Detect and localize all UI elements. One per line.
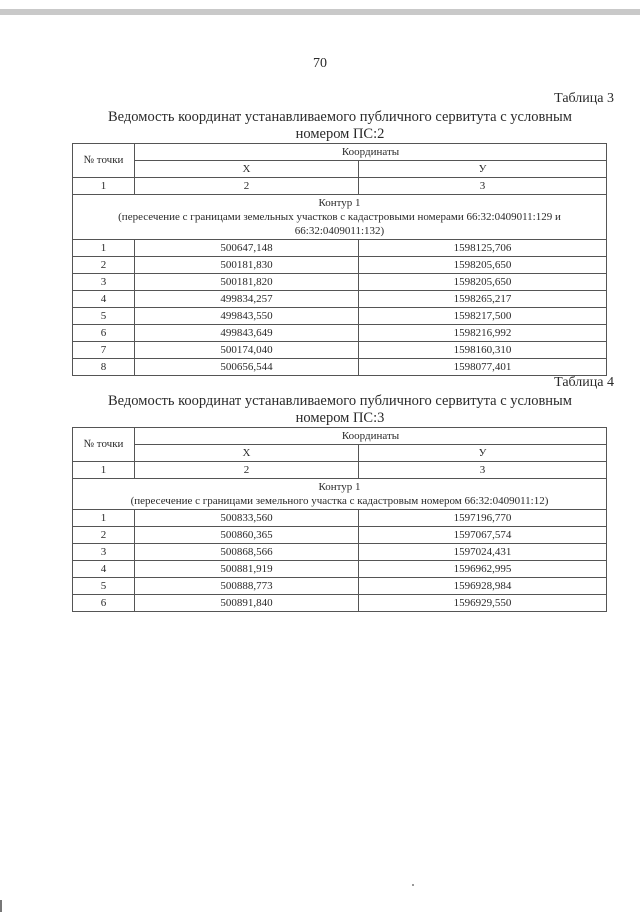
y-coordinate-cell: 1596928,984 xyxy=(359,578,607,595)
table-row xyxy=(73,595,607,612)
y-coordinate-cell: 1598265,217 xyxy=(359,291,607,308)
x-coordinate-cell: 500647,148 xyxy=(135,240,359,257)
point-number-cell: 3 xyxy=(73,544,135,561)
table-row xyxy=(73,544,607,561)
header-x: X xyxy=(135,161,359,178)
x-coordinate-cell: 500181,830 xyxy=(135,257,359,274)
y-coordinate-cell: 1597024,431 xyxy=(359,544,607,561)
column-number-3: 3 xyxy=(359,462,607,479)
scan-edge-mark xyxy=(0,900,2,912)
point-number-cell: 4 xyxy=(73,291,135,308)
table-row xyxy=(73,291,607,308)
table-4-title-line1: Ведомость координат устанавливаемого публичного сервитута с условным xyxy=(108,393,572,409)
contour-cell xyxy=(73,479,607,510)
header-y: У xyxy=(359,445,607,462)
x-coordinate-cell: 500174,040 xyxy=(135,342,359,359)
header-point-no: № точки xyxy=(73,428,135,462)
point-number-cell: 5 xyxy=(73,578,135,595)
y-coordinate-cell: 1598205,650 xyxy=(359,274,607,291)
table-4-label: Таблица 4 xyxy=(554,375,614,390)
x-coordinate-cell: 500181,820 xyxy=(135,274,359,291)
table-4-contour-row xyxy=(73,479,607,510)
header-x: X xyxy=(135,445,359,462)
y-coordinate-cell: 1598216,992 xyxy=(359,325,607,342)
header-point-no: № точки xyxy=(73,144,135,178)
point-number-cell: 3 xyxy=(73,274,135,291)
table-3-header-row xyxy=(73,144,607,161)
table-4-header-row xyxy=(73,428,607,445)
table-3-title xyxy=(70,109,610,143)
point-number-cell: 5 xyxy=(73,308,135,325)
top-border-bar xyxy=(0,9,640,15)
table-row xyxy=(73,240,607,257)
y-coordinate-cell: 1597196,770 xyxy=(359,510,607,527)
header-coordinates: Координаты xyxy=(135,428,607,445)
x-coordinate-cell: 500868,566 xyxy=(135,544,359,561)
header-coordinates: Координаты xyxy=(135,144,607,161)
contour-cell xyxy=(73,195,607,240)
column-number-1: 1 xyxy=(73,178,135,195)
table-row xyxy=(73,308,607,325)
table-row xyxy=(73,359,607,376)
y-coordinate-cell: 1597067,574 xyxy=(359,527,607,544)
point-number-cell: 4 xyxy=(73,561,135,578)
page-number: 70 xyxy=(313,56,327,71)
table-row xyxy=(73,342,607,359)
point-number-cell: 6 xyxy=(73,595,135,612)
header-y: У xyxy=(359,161,607,178)
point-number-cell: 1 xyxy=(73,240,135,257)
y-coordinate-cell: 1598217,500 xyxy=(359,308,607,325)
y-coordinate-cell: 1596962,995 xyxy=(359,561,607,578)
table-4-column-numbers-row xyxy=(73,462,607,479)
table-4-title-line2: номером ПС:3 xyxy=(295,410,385,426)
table-row xyxy=(73,578,607,595)
x-coordinate-cell: 500656,544 xyxy=(135,359,359,376)
table-3-column-numbers-row xyxy=(73,178,607,195)
point-number-cell: 7 xyxy=(73,342,135,359)
x-coordinate-cell: 500891,840 xyxy=(135,595,359,612)
column-number-1: 1 xyxy=(73,462,135,479)
table-3-title-line2: номером ПС:2 xyxy=(295,126,385,142)
point-number-cell: 6 xyxy=(73,325,135,342)
column-number-2: 2 xyxy=(135,462,359,479)
table-row xyxy=(73,325,607,342)
y-coordinate-cell: 1598160,310 xyxy=(359,342,607,359)
table-4-title xyxy=(70,393,610,427)
y-coordinate-cell: 1598077,401 xyxy=(359,359,607,376)
y-coordinate-cell: 1598205,650 xyxy=(359,257,607,274)
x-coordinate-cell: 499843,550 xyxy=(135,308,359,325)
table-4-header-axes-row xyxy=(73,445,607,462)
x-coordinate-cell: 500888,773 xyxy=(135,578,359,595)
table-4-body xyxy=(73,428,607,612)
table-3-body xyxy=(73,144,607,376)
table-row xyxy=(73,274,607,291)
y-coordinate-cell: 1598125,706 xyxy=(359,240,607,257)
point-number-cell: 2 xyxy=(73,257,135,274)
point-number-cell: 1 xyxy=(73,510,135,527)
scan-speck xyxy=(412,884,414,886)
x-coordinate-cell: 499834,257 xyxy=(135,291,359,308)
coordinates-table-3 xyxy=(72,143,607,376)
column-number-2: 2 xyxy=(135,178,359,195)
contour-description: (пересечение с границами земельных участков с кадастровыми номерами 66:32:0409011:129 и 66:32:0409011:132) xyxy=(118,211,561,237)
column-number-3: 3 xyxy=(359,178,607,195)
contour-title: Контур 1 xyxy=(318,481,361,493)
x-coordinate-cell: 500833,560 xyxy=(135,510,359,527)
table-3-header-axes-row xyxy=(73,161,607,178)
table-3-contour-row xyxy=(73,195,607,240)
x-coordinate-cell: 500860,365 xyxy=(135,527,359,544)
table-row xyxy=(73,527,607,544)
contour-description: (пересечение с границами земельного участка с кадастровым номером 66:32:0409011:12) xyxy=(130,495,549,507)
table-row xyxy=(73,510,607,527)
x-coordinate-cell: 500881,919 xyxy=(135,561,359,578)
contour-title: Контур 1 xyxy=(318,197,361,209)
table-3-label: Таблица 3 xyxy=(554,91,614,106)
table-3-title-line1: Ведомость координат устанавливаемого публичного сервитута с условным xyxy=(108,109,572,125)
y-coordinate-cell: 1596929,550 xyxy=(359,595,607,612)
x-coordinate-cell: 499843,649 xyxy=(135,325,359,342)
point-number-cell: 8 xyxy=(73,359,135,376)
table-row xyxy=(73,257,607,274)
coordinates-table-4 xyxy=(72,427,607,612)
table-row xyxy=(73,561,607,578)
point-number-cell: 2 xyxy=(73,527,135,544)
